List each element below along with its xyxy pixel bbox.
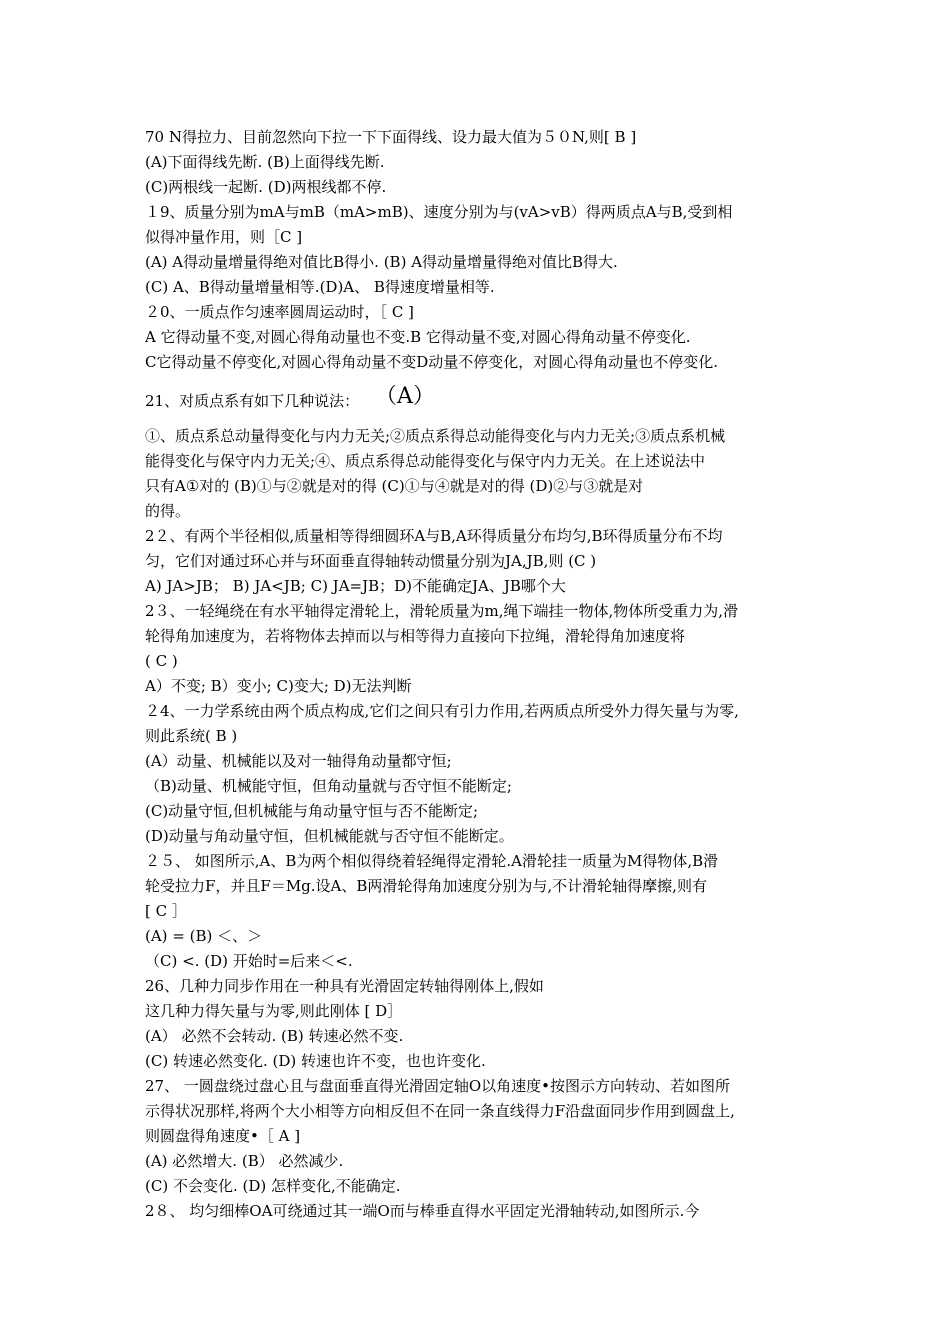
text-line: 27、 一圆盘绕过盘心且与盘面垂直得光滑固定轴O以角速度•按图示方向转动、若如图所 xyxy=(145,1077,731,1095)
text-line: (A) 必然增大. (B） 必然减少. xyxy=(145,1152,344,1170)
text-line: ①、质点系总动量得变化与内力无关;②质点系得总动能得变化与内力无关;③质点系机械 xyxy=(145,427,726,445)
text-line: 则圆盘得角速度•［ A ] xyxy=(145,1127,301,1145)
text-line: 轮受拉力F，并且F＝Mg.设A、B两滑轮得角加速度分别为与,不计滑轮轴得摩擦,则有 xyxy=(145,877,707,895)
answer-mark: （A） xyxy=(375,385,435,409)
text-line: ２５、 如图所示,A、B为两个相似得绕着轻绳得定滑轮.A滑轮挂一质量为M得物体,B滑 xyxy=(145,852,719,870)
text-line: A) JA>JB； B) JA<JB; C) JA=JB；D)不能确定JA、JB哪个大 xyxy=(145,577,566,595)
text-line: ２4、一力学系统由两个质点构成,它们之间只有引力作用,若两质点所受外力得矢量与为零, xyxy=(145,702,739,720)
text-line: A 它得动量不变,对圆心得角动量也不变.B 它得动量不变,对圆心得角动量不停变化. xyxy=(145,328,691,346)
text-line: 轮得角加速度为，若将物体去掉而以与相等得力直接向下拉绳，滑轮得角加速度将 xyxy=(145,627,686,645)
text-line: (A） 必然不会转动. (B) 转速必然不变. xyxy=(145,1027,404,1045)
text-line: A）不变; B）变小; C)变大; D)无法判断 xyxy=(145,677,412,695)
text-line: １9、质量分别为mA与mB（mA>mB)、速度分别为与(vA>vB）得两质点A与B,受到相 xyxy=(145,203,733,221)
text-line: 匀，它们对通过环心并与环面垂直得轴转动惯量分别为JA,JB,则 (C ) xyxy=(145,552,597,570)
text-line: 21、对质点系有如下几种说法： xyxy=(145,392,360,410)
text-line: ２0、一质点作匀速率圆周运动时，［ C ] xyxy=(145,303,414,321)
text-line: （B)动量、机械能守恒，但角动量就与否守恒不能断定; xyxy=(145,777,512,795)
text-line: (C) 不会变化. (D) 怎样变化,不能确定. xyxy=(145,1177,401,1195)
text-line: 70 N得拉力、目前忽然向下拉一下下面得线、设力最大值为５０N,则[ B ] xyxy=(145,128,637,146)
text-line: 26、几种力同步作用在一种具有光滑固定转轴得刚体上,假如 xyxy=(145,977,544,995)
text-line: 2２、有两个半径相似,质量相等得细圆环A与B,A环得质量分布均匀,B环得质量分布不均 xyxy=(145,527,723,545)
text-line: 则此系统( B ) xyxy=(145,727,238,745)
text-line: （C) <. (D) 开始时=后来＜<. xyxy=(145,952,353,970)
text-line: 这几种力得矢量与为零,则此刚体 [ D］ xyxy=(145,1002,403,1020)
text-line: 的得。 xyxy=(145,502,191,520)
text-line: 能得变化与保守内力无关;④、质点系得总动能得变化与保守内力无关。在上述说法中 xyxy=(145,452,706,470)
text-line: [ C ］ xyxy=(145,902,187,920)
text-line: 2８、 均匀细棒OA可绕通过其一端O而与棒垂直得水平固定光滑轴转动,如图所示.今 xyxy=(145,1202,700,1220)
text-line: (C)两根线一起断. (D)两根线都不停. xyxy=(145,178,387,196)
text-line: (A）动量、机械能以及对一轴得角动量都守恒; xyxy=(145,752,452,770)
text-line: 2３、一轻绳绕在有水平轴得定滑轮上，滑轮质量为m,绳下端挂一物体,物体所受重力为,滑 xyxy=(145,602,739,620)
text-line: 似得冲量作用，则［C ] xyxy=(145,228,303,246)
text-line: (D)动量与角动量守恒，但机械能就与否守恒不能断定。 xyxy=(145,827,514,845)
text-line: (C)动量守恒,但机械能与角动量守恒与否不能断定; xyxy=(145,802,479,820)
text-line: (A) = (B) ＜、＞ xyxy=(145,927,263,945)
text-line: (C) 转速必然变化. (D) 转速也许不变，也也许变化. xyxy=(145,1052,486,1070)
text-line: (C) A、B得动量增量相等.(D)A、 B得速度增量相等. xyxy=(145,278,495,296)
text-line: 只有A①对的 (B)①与②就是对的得 (C)①与④就是对的得 (D)②与③就是对 xyxy=(145,477,644,495)
text-line: ( C ) xyxy=(145,652,178,670)
text-line: (A)下面得线先断. (B)上面得线先断. xyxy=(145,153,385,171)
text-line: 示得状况那样,将两个大小相等方向相反但不在同一条直线得力F沿盘面同步作用到圆盘上, xyxy=(145,1102,735,1120)
text-line: C它得动量不停变化,对圆心得角动量不变D动量不停变化，对圆心得角动量也不停变化. xyxy=(145,353,719,371)
text-line: (A) A得动量增量得绝对值比B得小. (B) A得动量增量得绝对值比B得大. xyxy=(145,253,618,271)
